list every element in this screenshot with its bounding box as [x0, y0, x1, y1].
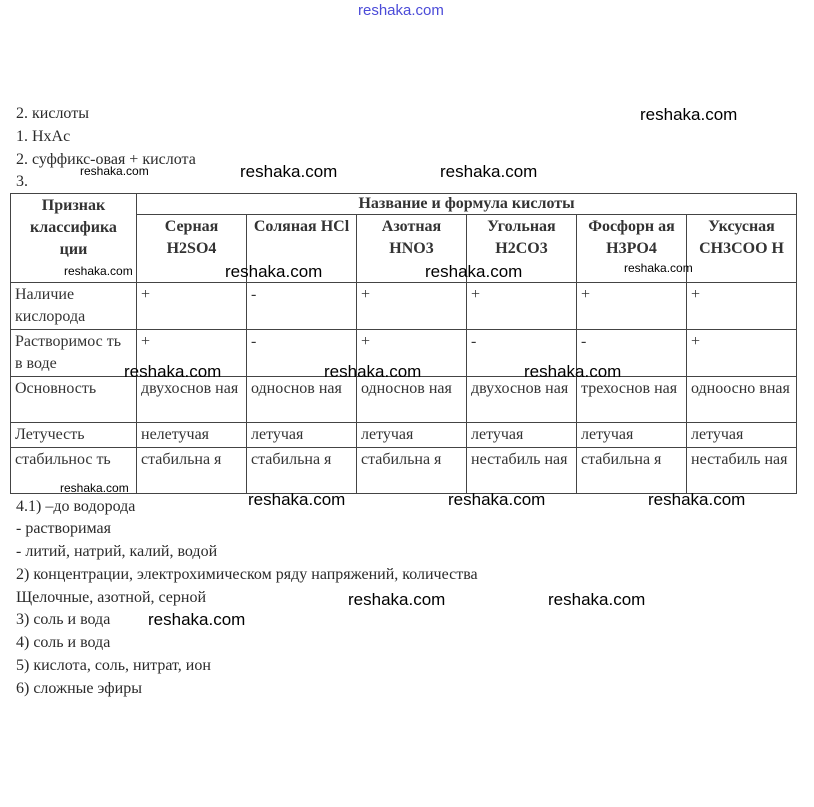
acid-header-phosphoric: Фосфорн ая H3PO4: [577, 215, 687, 283]
table-cell: -: [247, 283, 357, 330]
table-cell: +: [137, 330, 247, 377]
watermark: reshaka.com: [324, 362, 422, 381]
row-label-volatility: Летучесть: [11, 423, 137, 448]
watermark-small: reshaka.com: [60, 481, 129, 495]
watermark: reshaka.com: [225, 262, 323, 281]
table-cell: -: [467, 330, 577, 377]
table-cell: +: [357, 330, 467, 377]
acid-header-acetic: Уксусная CH3COO H: [687, 215, 797, 283]
table-row: [11, 377, 797, 423]
table-cell: трехоснов ная: [577, 377, 687, 423]
table-cell: +: [687, 283, 797, 330]
table-group-header: Название и формула кислоты: [137, 194, 797, 215]
table-cell: одноосно вная: [687, 377, 797, 423]
answer-line-3: - литий, натрий, калий, водой: [16, 543, 218, 560]
answer-line-9: 6) сложные эфиры: [16, 680, 142, 697]
row-label-solubility: Растворимос ть в воде: [11, 330, 137, 377]
table-cell: односнов ная: [357, 377, 467, 423]
table-cell: стабильна я: [577, 448, 687, 494]
table-cell: летучая: [577, 423, 687, 448]
answer-line-2: - растворимая: [16, 520, 112, 537]
table-row: [11, 283, 797, 330]
row-label-oxygen: Наличие кислорода: [11, 283, 137, 330]
acid-header-nitric: Азотная HNO3: [357, 215, 467, 283]
watermark: reshaka.com: [440, 162, 538, 181]
intro-line-2: 1. HxAc: [16, 128, 71, 145]
table-cell: летучая: [247, 423, 357, 448]
acid-header-hydrochloric: Соляная HCl: [247, 215, 357, 283]
watermark: reshaka.com: [548, 590, 646, 609]
table-cell: стабильна я: [137, 448, 247, 494]
watermark-small: reshaka.com: [624, 261, 693, 275]
table-cell: летучая: [467, 423, 577, 448]
row-label-stability: стабильнос ть: [11, 448, 137, 494]
watermark: reshaka.com: [124, 362, 222, 381]
table-corner-header: Признак классифика ции: [11, 194, 137, 283]
table-cell: нелетучая: [137, 423, 247, 448]
answer-line-5: Щелочные, азотной, серной: [16, 589, 207, 606]
table-cell: летучая: [357, 423, 467, 448]
answer-line-7: 4) соль и вода: [16, 634, 111, 651]
table-cell: +: [137, 283, 247, 330]
table-cell: +: [577, 283, 687, 330]
acid-header-sulfuric: Серная H2SO4: [137, 215, 247, 283]
answer-line-8: 5) кислота, соль, нитрат, ион: [16, 657, 211, 674]
watermark: reshaka.com: [640, 105, 738, 124]
table-cell: +: [357, 283, 467, 330]
intro-line-1: 2. кислоты: [16, 105, 89, 122]
watermark-small: reshaka.com: [64, 264, 133, 278]
row-label-basicity: Основность: [11, 377, 137, 423]
table-cell: нестабиль ная: [687, 448, 797, 494]
table-row: [11, 423, 797, 448]
watermark: reshaka.com: [425, 262, 523, 281]
answer-line-4: 2) концентрации, электрохимическом ряду напряжений, количества: [16, 566, 478, 583]
table-cell: летучая: [687, 423, 797, 448]
intro-line-4: 3.: [16, 173, 28, 190]
answer-line-1: 4.1) –до водорода: [16, 498, 136, 515]
answer-line-6: 3) соль и вода: [16, 611, 111, 628]
watermark: reshaka.com: [240, 162, 338, 181]
acid-header-carbonic: Угольная H2CO3: [467, 215, 577, 283]
intro-line-3: 2. суффикс-овая + кислота: [16, 151, 196, 168]
table-cell: -: [577, 330, 687, 377]
watermark: reshaka.com: [648, 490, 746, 509]
table-cell: стабильна я: [357, 448, 467, 494]
table-cell: стабильна я: [247, 448, 357, 494]
table-cell: односнов ная: [247, 377, 357, 423]
table-cell: двухоснов ная: [467, 377, 577, 423]
watermark-small: reshaka.com: [80, 164, 149, 178]
table-cell: -: [247, 330, 357, 377]
watermark: reshaka.com: [348, 590, 446, 609]
table-cell: +: [467, 283, 577, 330]
watermark: reshaka.com: [148, 610, 246, 629]
watermark: reshaka.com: [248, 490, 346, 509]
table-cell: нестабиль ная: [467, 448, 577, 494]
header-site-link[interactable]: reshaka.com: [358, 2, 444, 19]
watermark: reshaka.com: [524, 362, 622, 381]
acid-classification-table: [10, 193, 797, 494]
table-cell: двухоснов ная: [137, 377, 247, 423]
table-cell: +: [687, 330, 797, 377]
watermark: reshaka.com: [448, 490, 546, 509]
